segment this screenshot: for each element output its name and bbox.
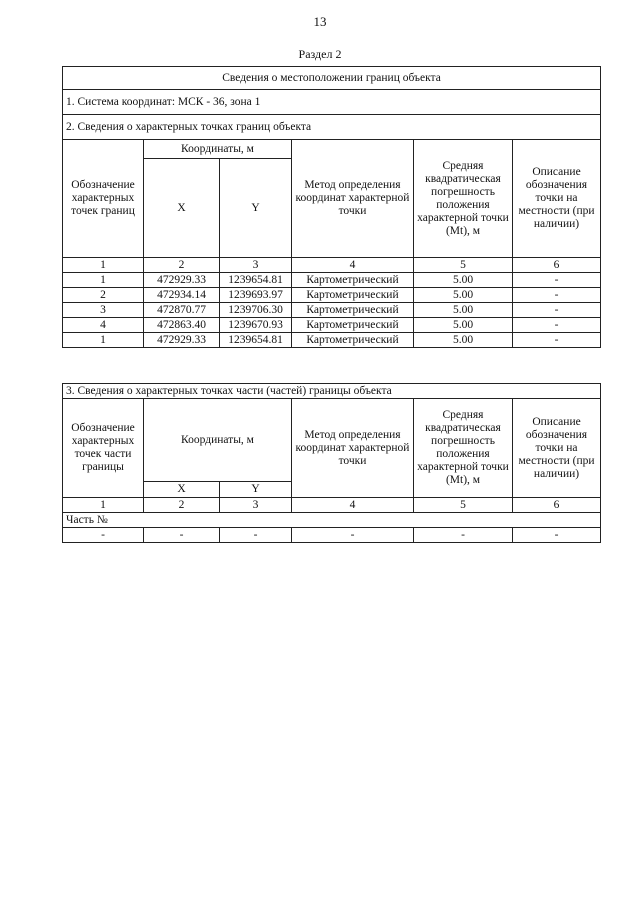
point-error: 5.00 [414, 318, 513, 333]
column-number: 5 [414, 258, 513, 273]
point-x: 472929.33 [144, 333, 220, 348]
column-number: 6 [513, 258, 601, 273]
column-number: 1 [63, 258, 144, 273]
column-number: 1 [63, 498, 144, 513]
point-description: - [513, 288, 601, 303]
column-number: 5 [414, 498, 513, 513]
header-description: Описание обозначения точки на местности (при наличии) [513, 140, 601, 258]
point-number: 4 [63, 318, 144, 333]
parts-header-method: Метод определения координат характерной точки [292, 399, 414, 498]
point-x: 472870.77 [144, 303, 220, 318]
point-description: - [513, 303, 601, 318]
point-description: - [513, 273, 601, 288]
boundary-table [62, 66, 601, 348]
table-row [63, 333, 601, 348]
point-number: 1 [63, 273, 144, 288]
header-x: X [144, 159, 220, 258]
point-error: 5.00 [414, 273, 513, 288]
point-y: 1239706.30 [220, 303, 292, 318]
parts-heading: 3. Сведения о характерных точках части (частей) границы объекта [63, 384, 601, 399]
point-method: Картометрический [292, 288, 414, 303]
part-label: Часть № [63, 513, 601, 528]
point-y: 1239693.97 [220, 288, 292, 303]
parts-table [62, 383, 601, 543]
part-cell: - [414, 528, 513, 543]
table-title: Сведения о местоположении границ объекта [63, 67, 601, 90]
point-number: 1 [63, 333, 144, 348]
part-cell: - [292, 528, 414, 543]
point-description: - [513, 333, 601, 348]
table-row [63, 303, 601, 318]
table-row [63, 528, 601, 543]
point-description: - [513, 318, 601, 333]
column-number: 4 [292, 498, 414, 513]
parts-header-x: X [144, 482, 220, 498]
parts-header-description: Описание обозначения точки на местности (при наличии) [513, 399, 601, 498]
column-number: 4 [292, 258, 414, 273]
column-number: 6 [513, 498, 601, 513]
page-number: 13 [313, 14, 327, 29]
point-x: 472934.14 [144, 288, 220, 303]
header-method: Метод определения координат характерной точки [292, 140, 414, 258]
points-heading: 2. Сведения о характерных точках границ объекта [63, 115, 601, 140]
part-cell: - [63, 528, 144, 543]
header-coordinates: Координаты, м [144, 140, 292, 159]
column-number: 2 [144, 498, 220, 513]
part-cell: - [144, 528, 220, 543]
column-number: 3 [220, 498, 292, 513]
point-number: 2 [63, 288, 144, 303]
point-method: Картометрический [292, 303, 414, 318]
point-error: 5.00 [414, 303, 513, 318]
header-y: Y [220, 159, 292, 258]
parts-header-designation: Обозначение характерных точек части границы [63, 399, 144, 498]
section-title: Раздел 2 [298, 47, 342, 61]
point-x: 472929.33 [144, 273, 220, 288]
point-method: Картометрический [292, 318, 414, 333]
point-number: 3 [63, 303, 144, 318]
column-number: 2 [144, 258, 220, 273]
point-y: 1239654.81 [220, 273, 292, 288]
header-designation: Обозначение характерных точек границ [63, 140, 144, 258]
parts-header-y: Y [220, 482, 292, 498]
parts-header-coordinates: Координаты, м [144, 399, 292, 482]
table-row [63, 318, 601, 333]
part-cell: - [220, 528, 292, 543]
point-method: Картометрический [292, 333, 414, 348]
coord-system: 1. Система координат: МСК - 36, зона 1 [63, 90, 601, 115]
point-y: 1239654.81 [220, 333, 292, 348]
point-error: 5.00 [414, 288, 513, 303]
point-x: 472863.40 [144, 318, 220, 333]
point-method: Картометрический [292, 273, 414, 288]
column-number: 3 [220, 258, 292, 273]
point-y: 1239670.93 [220, 318, 292, 333]
table-row [63, 288, 601, 303]
parts-header-error: Средняя квадратическая погрешность положения характерной точки (Mt), м [414, 399, 513, 498]
point-error: 5.00 [414, 333, 513, 348]
header-error: Средняя квадратическая погрешность положения характерной точки (Mt), м [414, 140, 513, 258]
part-cell: - [513, 528, 601, 543]
table-row [63, 273, 601, 288]
